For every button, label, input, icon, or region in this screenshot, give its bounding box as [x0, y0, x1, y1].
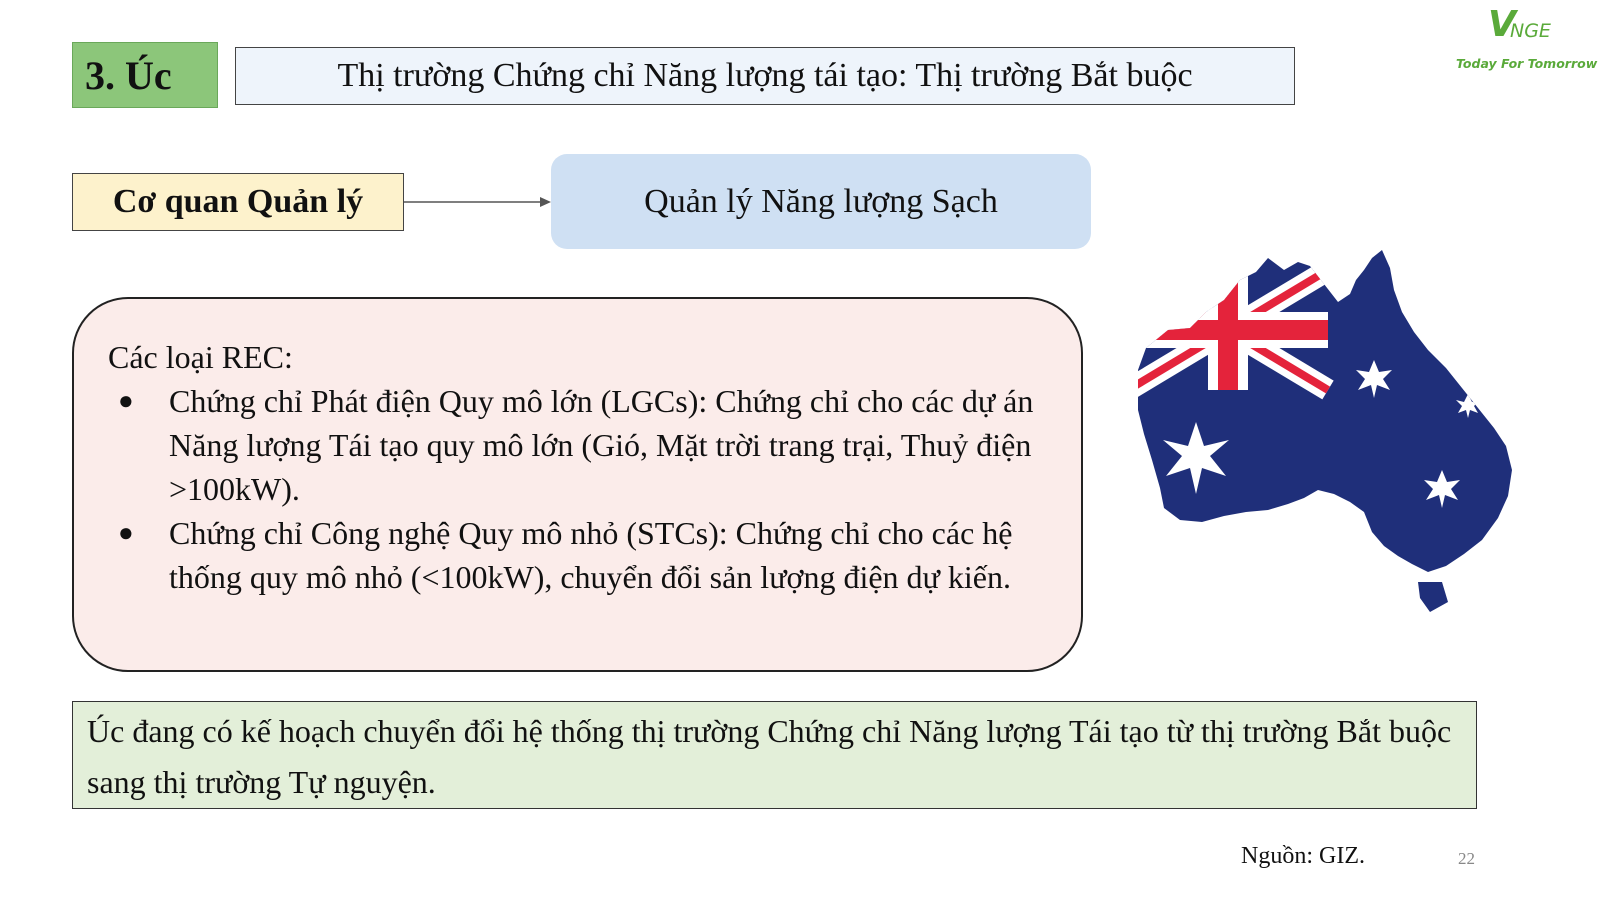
logo-mark-text: NGE [1510, 20, 1551, 42]
australia-flag-map [1128, 250, 1538, 620]
rec-heading: Các loại REC: [108, 339, 293, 375]
bullet-icon: ● [118, 518, 134, 547]
list-item [108, 511, 1051, 599]
slide-title: Thị trường Chứng chỉ Năng lượng tái tạo: Thị trường Bắt buộc [235, 47, 1295, 105]
bullet-icon: ● [118, 386, 134, 415]
vnge-logo [1450, 0, 1600, 80]
section-tag: 3. Úc [72, 42, 218, 108]
rec-types-box [72, 297, 1083, 672]
rec-item-text: Chứng chỉ Công nghệ Quy mô nhỏ (STCs): Chứng chỉ cho các hệ thống quy mô nhỏ (<100kW), chuyển đổi sản lượng điện dự kiến. [169, 515, 1013, 595]
note-box: Úc đang có kế hoạch chuyển đổi hệ thống thị trường Chứng chỉ Năng lượng Tái tạo từ thị trường Bắt buộc sang thị trường Tự nguyện. [72, 701, 1477, 809]
agency-label: Cơ quan Quản lý [72, 173, 404, 231]
agency-value: Quản lý Năng lượng Sạch [551, 154, 1091, 249]
page-number: 22 [1458, 849, 1475, 868]
logo-mark-v: V [1488, 4, 1516, 45]
rec-item-text: Chứng chỉ Phát điện Quy mô lớn (LGCs): Chứng chỉ cho các dự án Năng lượng Tái tạo quy mô lớn (Gió, Mặt trời trang trại, Thuỷ điện >100kW). [169, 383, 1034, 507]
arrow-right-icon [404, 190, 554, 214]
rec-list [108, 379, 1051, 599]
list-item [108, 379, 1051, 511]
source-citation: Nguồn: GIZ. [1241, 843, 1365, 869]
logo-tagline: Today For Tomorrow [1456, 56, 1598, 71]
